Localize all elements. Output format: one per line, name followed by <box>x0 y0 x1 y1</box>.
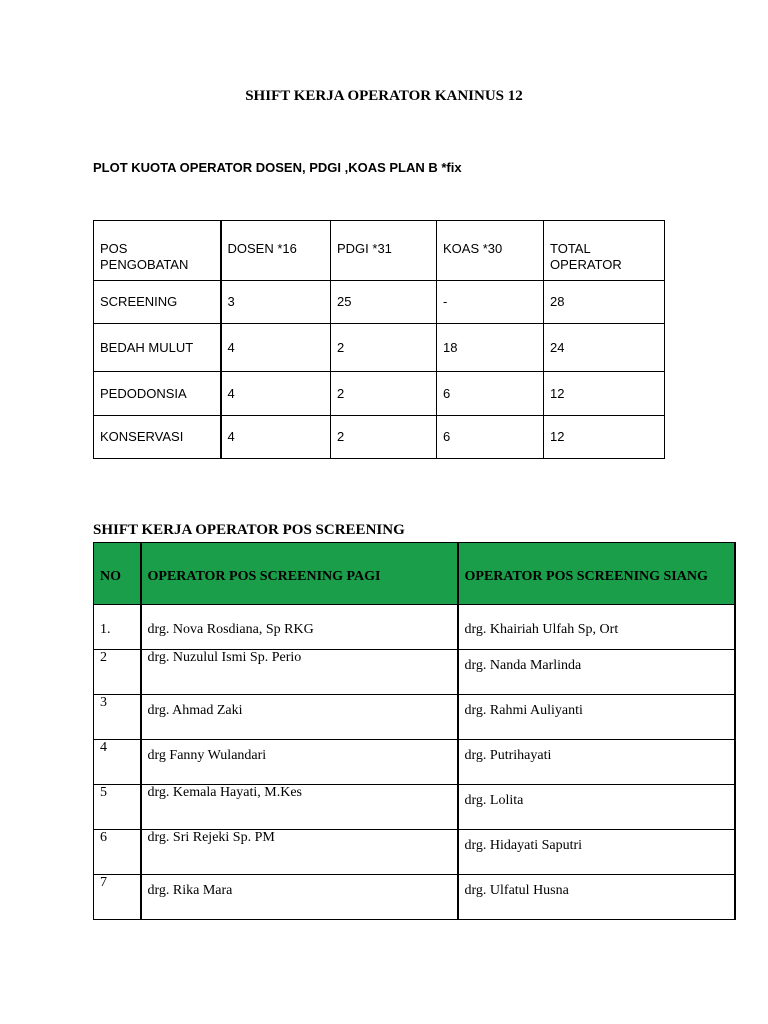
quota-cell-total: 12 <box>544 416 665 459</box>
shift-col-siang-header: OPERATOR POS SCREENING SIANG <box>458 543 735 605</box>
shift-cell-no: 7 <box>94 875 141 920</box>
quota-cell-pos: PEDODONSIA <box>94 372 221 416</box>
quota-cell-pdgi: 2 <box>331 324 437 372</box>
shift-cell-no: 4 <box>94 740 141 785</box>
quota-cell-koas: 18 <box>437 324 544 372</box>
shift-table-row <box>94 830 735 875</box>
quota-col-pos-header: POS PENGOBATAN <box>94 221 221 281</box>
quota-cell-dosen: 4 <box>221 372 331 416</box>
shift-table <box>93 542 736 920</box>
quota-cell-dosen: 4 <box>221 416 331 459</box>
shift-cell-siang: drg. Ulfatul Husna <box>458 875 735 920</box>
shift-cell-pagi: drg Fanny Wulandari <box>141 740 458 785</box>
quota-table-row <box>94 372 665 416</box>
shift-col-pagi-header: OPERATOR POS SCREENING PAGI <box>141 543 458 605</box>
quota-cell-pos: SCREENING <box>94 281 221 324</box>
shift-table-row <box>94 605 735 650</box>
shift-cell-pagi: drg. Kemala Hayati, M.Kes <box>141 785 458 830</box>
shift-cell-no: 3 <box>94 695 141 740</box>
shift-table-header-row <box>94 543 735 605</box>
quota-cell-total: 28 <box>544 281 665 324</box>
shift-col-no-header: NO <box>94 543 141 605</box>
quota-cell-koas: 6 <box>437 416 544 459</box>
shift-cell-pagi: drg. Ahmad Zaki <box>141 695 458 740</box>
quota-cell-pdgi: 25 <box>331 281 437 324</box>
shift-cell-no: 6 <box>94 830 141 875</box>
quota-section-heading: PLOT KUOTA OPERATOR DOSEN, PDGI ,KOAS PLAN B *fix <box>93 160 462 175</box>
quota-col-dosen-header: DOSEN *16 <box>221 221 331 281</box>
quota-cell-koas: - <box>437 281 544 324</box>
quota-cell-pdgi: 2 <box>331 372 437 416</box>
quota-col-pdgi-header: PDGI *31 <box>331 221 437 281</box>
shift-table-row <box>94 875 735 920</box>
shift-cell-pagi: drg. Rika Mara <box>141 875 458 920</box>
quota-table-row <box>94 416 665 459</box>
quota-table-header-row <box>94 221 665 281</box>
shift-table-row <box>94 695 735 740</box>
quota-cell-total: 12 <box>544 372 665 416</box>
shift-table-row <box>94 785 735 830</box>
shift-cell-no: 5 <box>94 785 141 830</box>
shift-cell-pagi: drg. Nova Rosdiana, Sp RKG <box>141 605 458 650</box>
shift-cell-siang: drg. Nanda Marlinda <box>458 650 735 695</box>
shift-cell-pagi: drg. Nuzulul Ismi Sp. Perio <box>141 650 458 695</box>
shift-table-row <box>94 740 735 785</box>
quota-table-row <box>94 281 665 324</box>
quota-cell-koas: 6 <box>437 372 544 416</box>
shift-cell-siang: drg. Lolita <box>458 785 735 830</box>
quota-table <box>93 220 665 459</box>
shift-cell-no: 2 <box>94 650 141 695</box>
quota-cell-dosen: 3 <box>221 281 331 324</box>
shift-cell-siang: drg. Putrihayati <box>458 740 735 785</box>
shift-cell-siang: drg. Khairiah Ulfah Sp, Ort <box>458 605 735 650</box>
quota-cell-total: 24 <box>544 324 665 372</box>
shift-cell-siang: drg. Hidayati Saputri <box>458 830 735 875</box>
shift-section-heading: SHIFT KERJA OPERATOR POS SCREENING <box>93 522 405 538</box>
shift-cell-pagi: drg. Sri Rejeki Sp. PM <box>141 830 458 875</box>
shift-cell-no: 1. <box>94 605 141 650</box>
quota-cell-pos: KONSERVASI <box>94 416 221 459</box>
shift-table-row <box>94 650 735 695</box>
quota-cell-pdgi: 2 <box>331 416 437 459</box>
quota-cell-pos: BEDAH MULUT <box>94 324 221 372</box>
quota-col-total-header: TOTAL OPERATOR <box>544 221 665 281</box>
shift-cell-siang: drg. Rahmi Auliyanti <box>458 695 735 740</box>
document-title: SHIFT KERJA OPERATOR KANINUS 12 <box>245 88 523 104</box>
quota-col-koas-header: KOAS *30 <box>437 221 544 281</box>
quota-cell-dosen: 4 <box>221 324 331 372</box>
quota-table-row <box>94 324 665 372</box>
